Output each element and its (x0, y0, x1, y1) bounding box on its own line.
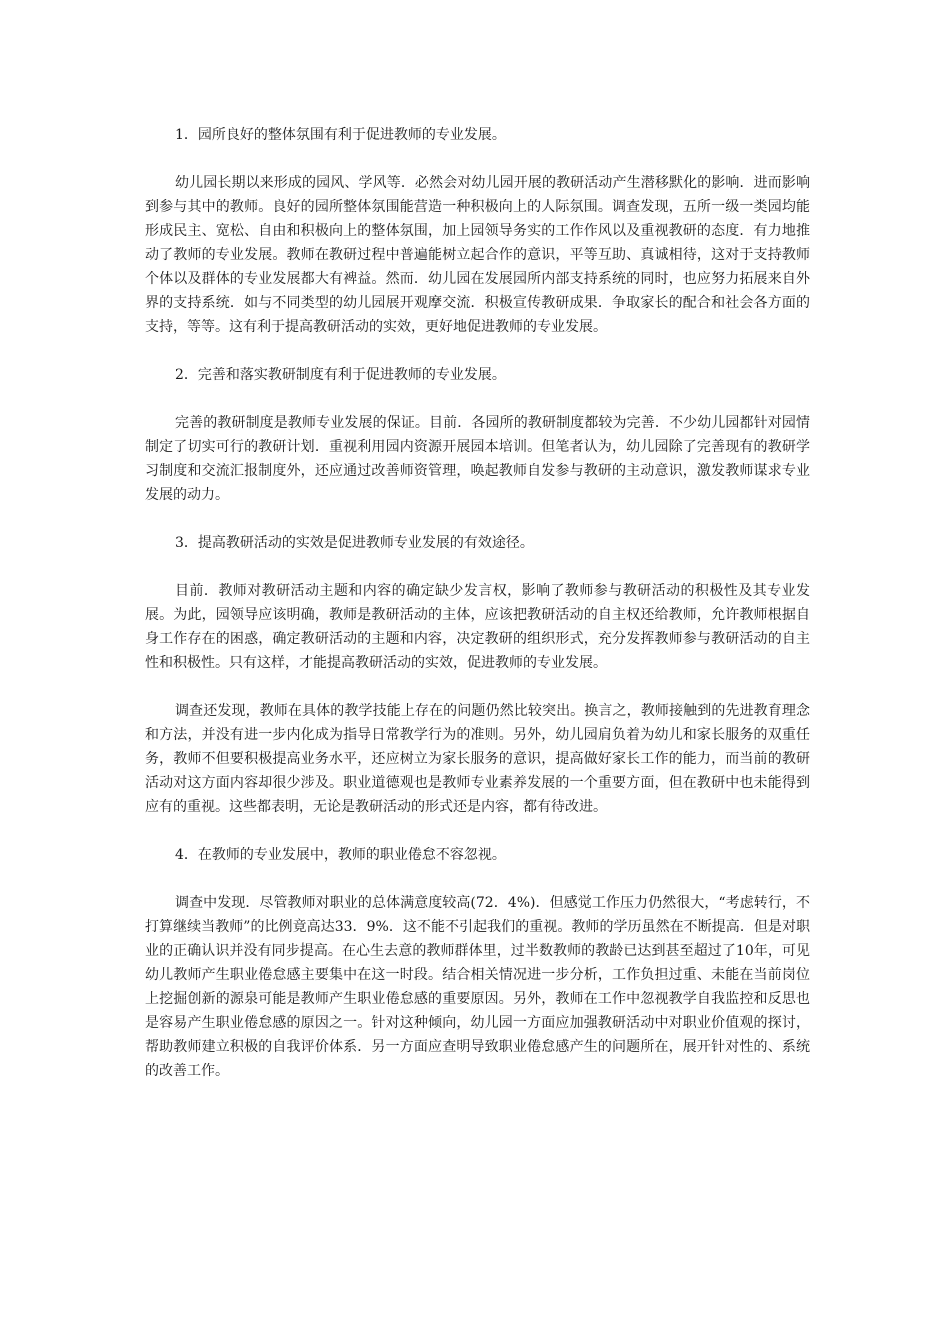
paragraph: 幼儿园长期以来形成的园风、学风等．必然会对幼儿园开展的教研活动产生潜移默化的影响．进而影响到参与其中的教师。良好的园所整体氛围能营造一种积极向上的人际氛围。调查发现，五所一级一类园均能形成民主、宽松、自由和积极向上的整体氛围，加上园领导务实的工作作风以及重视教研的态度．有力地推动了教师的专业发展。教师在教研过程中普遍能树立起合作的意识，平等互助、真诚相待，这对于支持教师个体以及群体的专业发展都大有裨益。然而．幼儿园在发展园所内部支持系统的同时，也应努力拓展来自外界的支持系统．如与不同类型的幼儿园展开观摩交流．积极宣传教研成果．争取家长的配合和社会各方面的支持，等等。这有利于提高教研活动的实效，更好地促进教师的专业发展。 (145, 175, 810, 335)
section-heading-2: 2．完善和落实教研制度有利于促进教师的专业发展。 (175, 367, 506, 383)
section-heading-3: 3．提高教研活动的实效是促进教师专业发展的有效途径。 (175, 535, 534, 551)
paragraph: 调查还发现，教师在具体的教学技能上存在的问题仍然比较突出。换言之，教师接触到的先进教育理念和方法，并没有进一步内化成为指导日常教学行为的准则。另外，幼儿园肩负着为幼儿和家长服务的双重任务，教师不但要积极提高业务水平，还应树立为家长服务的意识，提高做好家长工作的能力，而当前的教研活动对这方面内容却很少涉及。职业道德观也是教师专业素养发展的一个重要方面，但在教研中也未能得到应有的重视。这些都表明，无论是教研活动的形式还是内容，都有待改进。 (145, 703, 810, 815)
paragraph: 目前．教师对教研活动主题和内容的确定缺少发言权，影响了教师参与教研活动的积极性及其专业发展。为此，园领导应该明确，教师是教研活动的主体，应该把教研活动的自主权还给教师，允许教师根据自身工作存在的困惑，确定教研活动的主题和内容，决定教研的组织形式，充分发挥教师参与教研活动的自主性和积极性。只有这样，才能提高教研活动的实效，促进教师的专业发展。 (145, 583, 810, 671)
section-heading-1: 1．园所良好的整体氛围有利于促进教师的专业发展。 (175, 127, 506, 143)
paragraph: 完善的教研制度是教师专业发展的保证。目前．各园所的教研制度都较为完善．不少幼儿园都针对园情制定了切实可行的教研计划．重视利用园内资源开展园本培训。但笔者认为，幼儿园除了完善现有的教研学习制度和交流汇报制度外，还应通过改善师资管理，唤起教师自发参与教研的主动意识，激发教师谋求专业发展的动力。 (145, 415, 810, 503)
section-heading-4: 4．在教师的专业发展中，教师的职业倦怠不容忽视。 (175, 847, 506, 863)
document-body (145, 123, 810, 1107)
paragraph: 调查中发现．尽管教师对职业的总体满意度较高(72．4%)．但感觉工作压力仍然很大，“考虑转行，不打算继续当教师”的比例竟高达33．9%．这不能不引起我们的重视。教师的学历虽然在不断提高．但是对职业的正确认识并没有同步提高。在心生去意的教师群体里，过半数教师的教龄已达到甚至超过了10年，可见幼儿教师产生职业倦怠感主要集中在这一时段。结合相关情况进一步分析，工作负担过重、未能在当前岗位上挖掘创新的源泉可能是教师产生职业倦怠感的重要原因。另外，教师在工作中忽视教学自我监控和反思也是容易产生职业倦怠感的原因之一。针对这种倾向，幼儿园一方面应加强教研活动中对职业价值观的探讨，帮助教师建立积极的自我评价体系．另一方面应查明导致职业倦怠感产生的问题所在，展开针对性的、系统的改善工作。 (145, 895, 810, 1079)
